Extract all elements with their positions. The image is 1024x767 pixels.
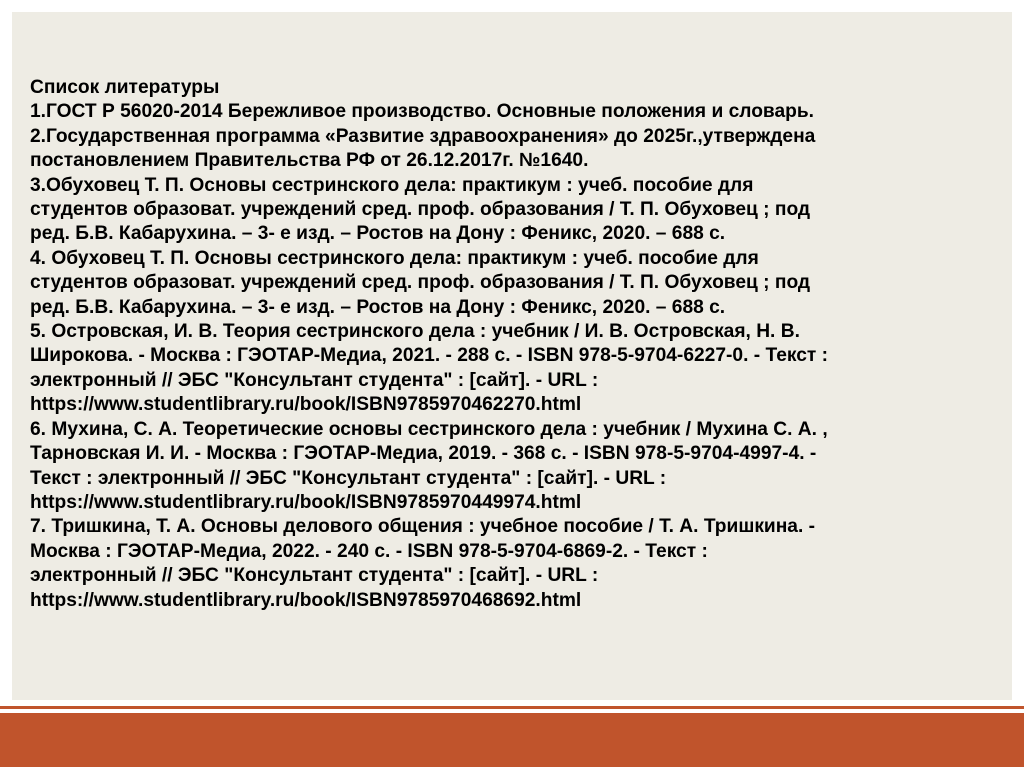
bibliography-line: Тарновская И. И. - Москва : ГЭОТАР-Медиа, 2019. - 368 с. - ISBN 978-5-9704-4997-4. -: [30, 443, 817, 465]
bibliography-line: постановлением Правительства РФ от 26.12.2017г. №1640.: [30, 150, 589, 172]
bibliography-line: студентов образоват. учреждений сред. проф. образования / Т. П. Обуховец ; под: [30, 272, 811, 294]
bibliography-line: 4. Обуховец Т. П. Основы сестринского дела: практикум : учеб. пособие для: [30, 247, 759, 269]
bibliography-line: студентов образоват. учреждений сред. проф. образования / Т. П. Обуховец ; под: [30, 199, 811, 221]
bibliography-line: Текст : электронный // ЭБС "Консультант студента" : [сайт]. - URL :: [30, 467, 667, 489]
bibliography-line: Москва : ГЭОТАР-Медиа, 2022. - 240 с. - ISBN 978-5-9704-6869-2. - Текст :: [30, 540, 708, 562]
bibliography-line: 7. Тришкина, Т. А. Основы делового общения : учебное пособие / Т. А. Тришкина. -: [30, 516, 816, 538]
footer-accent-line: [0, 706, 1024, 709]
bibliography-url: https://www.studentlibrary.ru/book/ISBN9785970449974.html: [30, 491, 582, 513]
footer-bar: [0, 713, 1024, 767]
bibliography-text: [30, 76, 1000, 613]
bibliography-line: 6. Мухина, С. А. Теоретические основы сестринского дела : учебник / Мухина С. А. ,: [30, 418, 828, 440]
bibliography-line: электронный // ЭБС "Консультант студента" : [сайт]. - URL :: [30, 565, 599, 587]
bibliography-line: ред. Б.В. Кабарухина. – 3- е изд. – Ростов на Дону : Феникс, 2020. – 688 с.: [30, 223, 726, 245]
bibliography-url: https://www.studentlibrary.ru/book/ISBN9785970468692.html: [30, 589, 582, 611]
bibliography-line: электронный // ЭБС "Консультант студента" : [сайт]. - URL :: [30, 369, 599, 391]
bibliography-line: 5. Островская, И. В. Теория сестринского дела : учебник / И. В. Островская, Н. В.: [30, 321, 800, 343]
bibliography-line: 1.ГОСТ Р 56020-2014 Бережливое производство. Основные положения и словарь.: [30, 101, 814, 123]
bibliography-heading: Список литературы: [30, 77, 220, 98]
bibliography-line: 2.Государственная программа «Развитие здравоохранения» до 2025г.,утверждена: [30, 125, 816, 147]
bibliography-line: Широкова. - Москва : ГЭОТАР-Медиа, 2021. - 288 с. - ISBN 978-5-9704-6227-0. - Текст :: [30, 345, 829, 367]
bibliography-line: 3.Обуховец Т. П. Основы сестринского дела: практикум : учеб. пособие для: [30, 174, 754, 196]
bibliography-url: https://www.studentlibrary.ru/book/ISBN9785970462270.html: [30, 394, 582, 416]
bibliography-line: ред. Б.В. Кабарухина. – 3- е изд. – Ростов на Дону : Феникс, 2020. – 688 с.: [30, 296, 726, 318]
